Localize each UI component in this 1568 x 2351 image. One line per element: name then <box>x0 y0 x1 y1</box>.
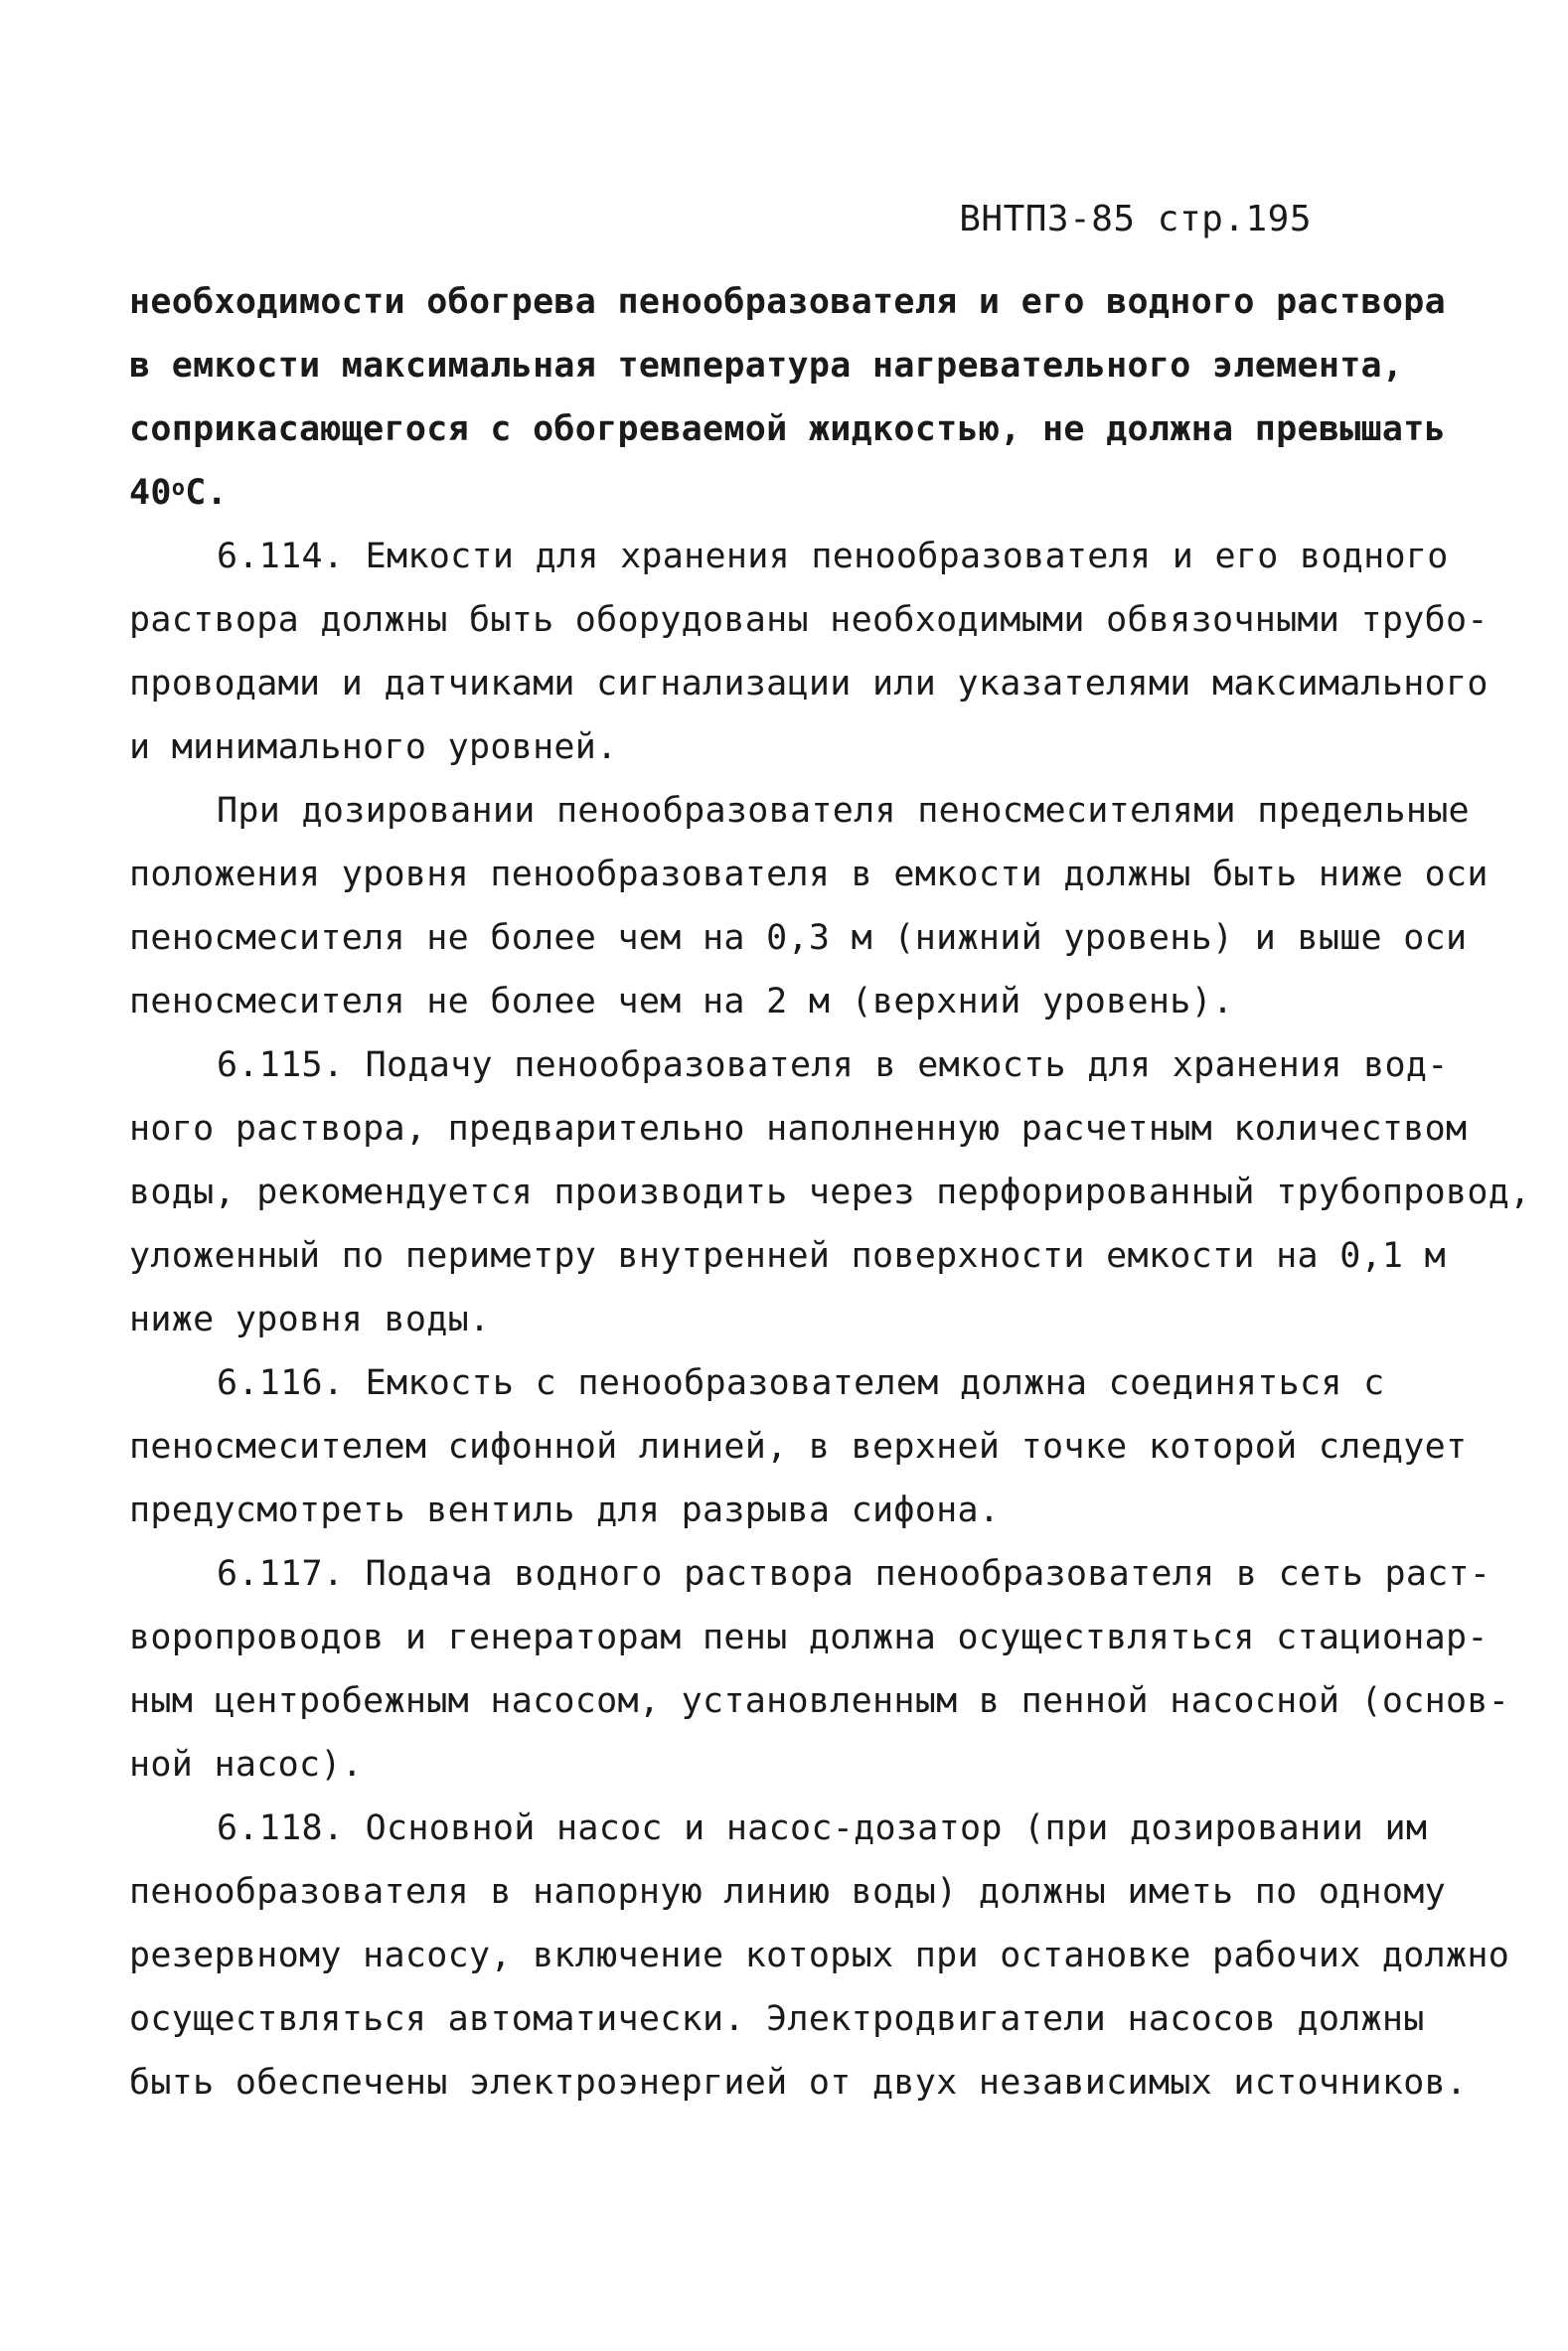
document-body <box>129 270 1531 2115</box>
paragraph-6-115-start: 6.115. Подачу пенообразователя в емкость для хранения вод- <box>217 1045 1449 1085</box>
text-line: раствора должны быть оборудованы необходимыми обвязочными трубо- <box>129 600 1489 640</box>
text-line: проводами и датчиками сигнализации или указателями максимального <box>129 664 1489 704</box>
text-line: ной насос). <box>129 1745 364 1785</box>
text-line: ным центробежным насосом, установленным в пенной насосной (основ- <box>129 1681 1510 1721</box>
page-header <box>959 199 1312 239</box>
text-line: положения уровня пенообразователя в емкости должны быть ниже оси <box>129 855 1489 894</box>
temperature-line <box>129 461 1441 525</box>
text-line: уложенный по периметру внутренней поверхности емкости на 0,1 м <box>129 1236 1447 1276</box>
text-line: резервному насосу, включение которых при остановке рабочих должно <box>129 1936 1510 1975</box>
document-reference: ВНТПЗ-85 стр.195 <box>959 199 1312 239</box>
text-line: осуществляться автоматически. Электродвигатели насосов должны <box>129 1999 1425 2039</box>
paragraph-dosing-start: При дозировании пенообразователя пеносмесителями предельные <box>217 791 1470 831</box>
paragraph-6-116-start: 6.116. Емкость с пенообразователем должна соединяться с <box>217 1363 1385 1403</box>
text-line: воропроводов и генераторам пены должна осуществляться стационар- <box>129 1618 1489 1657</box>
text-line: ного раствора, предварительно наполненную расчетным количеством <box>129 1109 1468 1149</box>
text-line: необходимости обогрева пенообразователя и его водного раствора <box>129 282 1447 322</box>
text-line: и минимального уровней. <box>129 727 618 767</box>
temperature-unit: С. <box>185 473 229 513</box>
paragraph-6-114-start: 6.114. Емкости для хранения пенообразователя и его водного <box>217 537 1449 576</box>
text-line: пеносмесителем сифонной линией, в верхней точке которой следует <box>129 1427 1468 1467</box>
temperature-value: 40 <box>129 473 172 513</box>
text-line: пеносмесителя не более чем на 2 м (верхний уровень). <box>129 982 1234 1021</box>
text-line: быть обеспечены электроэнергией от двух независимых источников. <box>129 2063 1468 2103</box>
text-line: пеносмесителя не более чем на 0,3 м (нижний уровень) и выше оси <box>129 918 1468 958</box>
text-line: в емкости максимальная температура нагревательного элемента, <box>129 346 1404 386</box>
text-line: пенообразователя в напорную линию воды) должны иметь по одному <box>129 1872 1447 1912</box>
paragraph-6-118-start: 6.118. Основной насос и насос-дозатор (при дозировании им <box>217 1808 1428 1848</box>
text-line: соприкасающегося с обогреваемой жидкостью, не должна превышать <box>129 409 1447 449</box>
text-line: предусмотреть вентиль для разрыва сифона. <box>129 1490 1001 1530</box>
paragraph-6-117-start: 6.117. Подача водного раствора пенообразователя в сеть раст- <box>217 1554 1491 1594</box>
degree-mark: о <box>171 476 186 501</box>
text-line: воды, рекомендуется производить через перфорированный трубопровод, <box>129 1173 1531 1212</box>
text-line: ниже уровня воды. <box>129 1300 491 1339</box>
